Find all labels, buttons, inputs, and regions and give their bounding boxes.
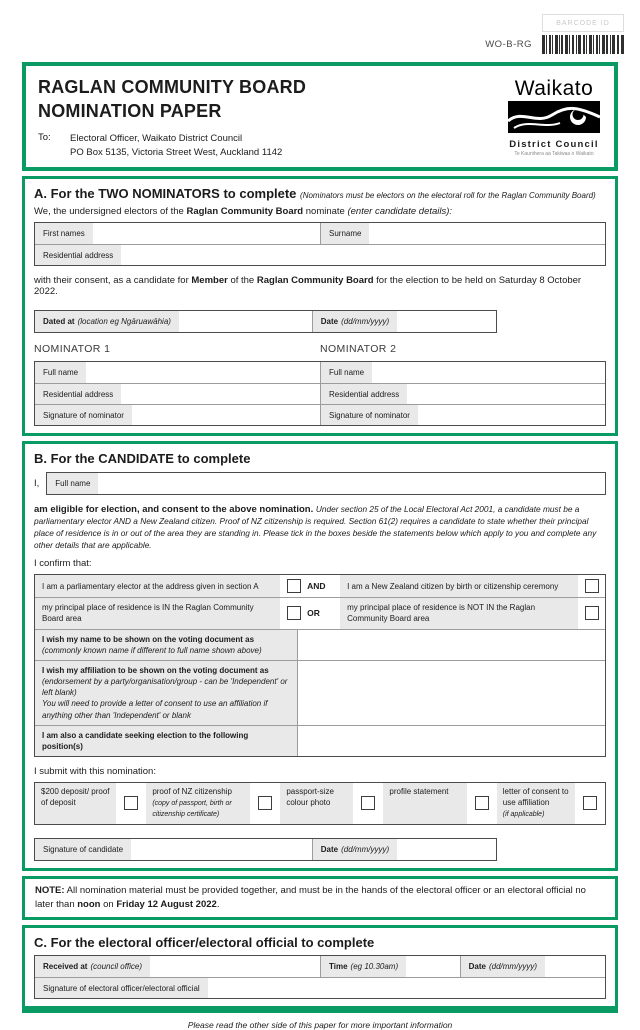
official-signature-label: Signature of electoral officer/electoral official (35, 978, 208, 998)
section-a-consent: with their consent, as a candidate for Member of the Raglan Community Board for the election to be held on Saturday 8 October 2022. (34, 275, 582, 298)
section-a-heading: A. For the TWO NOMINATORS to complete (Nominators must be electors on the electoral roll for the Raglan Community Board) (34, 186, 596, 202)
nominator1-heading: NOMINATOR 1 (34, 343, 111, 356)
received-time-label: Time (eg 10.30am) (321, 956, 406, 977)
logo-wordmark: Waikato (514, 77, 594, 100)
top-strip (22, 0, 618, 62)
received-date-label: Date (dd/mm/yyyy) (461, 956, 545, 977)
voting-name-label: I wish my name to be shown on the voting document as (commonly known name if different to full name shown above) (35, 630, 297, 660)
other-positions-input[interactable] (297, 726, 605, 756)
candidate-full-name-label: Full name (47, 473, 98, 494)
form-code: WO-B-RG (485, 39, 532, 50)
confirm-table (34, 574, 606, 757)
addressee-line1: Electoral Officer, Waikato District Council (70, 132, 243, 144)
dated-at-label: Dated at (location eg Ngāruawāhia) (35, 311, 179, 332)
nominator1-address-input[interactable] (121, 384, 320, 404)
received-time-input[interactable] (406, 956, 460, 977)
section-b-heading: B. For the CANDIDATE to complete (34, 451, 251, 467)
nominator1-signature-input[interactable] (132, 405, 320, 425)
barcode-id-box: BARCODE ID (542, 14, 624, 32)
citizenship-proof-label: proof of NZ citizenship (copy of passport, birth or citizenship certificate) (146, 783, 250, 823)
photo-label: passport-size colour photo (280, 783, 353, 823)
barcode-image (542, 35, 624, 54)
surname-label: Surname (321, 223, 369, 244)
addressee: To: Electoral Officer, Waikato District Council PO Box 5135, Victoria Street West, Auckland 1142 (38, 132, 306, 161)
conjunction-or: OR (307, 598, 340, 628)
nominator2-full-name-input[interactable] (372, 362, 605, 383)
nominator2-heading: NOMINATOR 2 (320, 343, 397, 356)
nominator2-address-input[interactable] (407, 384, 605, 404)
nominators-table (34, 361, 606, 426)
conjunction-and: AND (307, 575, 340, 597)
nominator2-full-name-label: Full name (321, 362, 372, 383)
confirm-row2-right: my principal place of residence is NOT IN the Raglan Community Board area (340, 598, 578, 628)
dated-at-input[interactable] (179, 311, 312, 332)
first-names-input[interactable] (93, 223, 320, 244)
checkbox-photo[interactable] (361, 796, 375, 810)
surname-input[interactable] (369, 223, 605, 244)
nominator1-full-name-label: Full name (35, 362, 86, 383)
checkbox-deposit[interactable] (124, 796, 138, 810)
section-c-heading: C. For the electoral officer/electoral official to complete (34, 935, 375, 951)
page-title: RAGLAN COMMUNITY BOARD NOMINATION PAPER (38, 77, 307, 122)
received-at-label: Received at (council office) (35, 956, 150, 977)
official-table (34, 955, 606, 999)
deposit-label: $200 deposit/ proof of deposit (35, 783, 116, 823)
section-a (22, 176, 618, 436)
profile-statement-label: profile statement (383, 783, 466, 823)
section-b (22, 441, 618, 871)
confirm-row1-right: I am a New Zealand citizen by birth or citizenship ceremony (340, 575, 578, 597)
candidate-signature-table (34, 838, 497, 861)
nominator1-full-name-input[interactable] (86, 362, 320, 383)
i-label: I, (34, 478, 40, 490)
received-at-input[interactable] (150, 956, 320, 977)
candidate-signature-label: Signature of candidate (35, 839, 131, 860)
section-c (22, 925, 618, 1013)
submit-intro: I submit with this nomination: (34, 766, 156, 778)
header-left (38, 75, 306, 160)
candidate-date-label: Date (dd/mm/yyyy) (313, 839, 397, 860)
eligibility-paragraph: am eligible for election, and consent to the above nomination. Under section 25 of the Local Electoral Act 2001, a candidate must be a parliamentary elector AND a New Zealand citizen. Proof of NZ citizenship is required. Section 61(2) requires a candidate to state whether their principal place of residence is in or out of the area they are standing in. Please tick in the boxes beside the statements below which apply to you and complete any other details that are applicable. (34, 504, 597, 551)
received-date-input[interactable] (545, 956, 605, 977)
logo-tagline: Te Kaunihera aa Takiwaa o Waikato (514, 151, 594, 157)
logo-koru-icon (508, 101, 600, 133)
nominator1-address-label: Residential address (35, 384, 121, 404)
nominator2-signature-label: Signature of nominator (321, 405, 418, 425)
submit-table (34, 782, 606, 824)
checkbox-citizenship-proof[interactable] (258, 796, 272, 810)
nominator-headings (34, 343, 606, 355)
first-names-label: First names (35, 223, 93, 244)
checkbox-consent-letter[interactable] (583, 796, 597, 810)
section-a-intro: We, the undersigned electors of the Raglan Community Board nominate (enter candidate details): (34, 206, 453, 218)
confirm-intro: I confirm that: (34, 558, 92, 570)
official-signature-input[interactable] (208, 978, 605, 998)
other-positions-label: I am also a candidate seeking election to the following position(s) (35, 726, 297, 756)
checkbox-parliamentary-elector[interactable] (287, 579, 301, 593)
affiliation-input[interactable] (297, 661, 605, 725)
confirm-row1-left: I am a parliamentary elector at the address given in section A (35, 575, 280, 597)
affiliation-label: I wish my affiliation to be shown on the voting document as (endorsement by a party/organisation/group - can be 'Independent' or left blank) You will need to provide a letter of consent to use an affiliation if anything other than 'Independent' or blank (35, 661, 297, 725)
nominator1-signature-label: Signature of nominator (35, 405, 132, 425)
dated-date-input[interactable] (397, 311, 496, 332)
candidate-signature-input[interactable] (131, 839, 312, 860)
checkbox-residence-in-area[interactable] (287, 606, 301, 620)
council-logo (506, 77, 602, 160)
nominator2-signature-input[interactable] (418, 405, 605, 425)
logo-subtitle: District Council (509, 139, 599, 150)
dated-date-label: Date (dd/mm/yyyy) (313, 311, 397, 332)
candidate-full-name-input[interactable] (98, 473, 605, 494)
residential-address-label: Residential address (35, 245, 121, 265)
candidate-date-input[interactable] (397, 839, 496, 860)
confirm-row2-left: my principal place of residence is IN the Raglan Community Board area (35, 598, 280, 628)
residential-address-input[interactable] (121, 245, 605, 265)
addressee-line2: PO Box 5135, Victoria Street West, Auckland 1142 (70, 146, 283, 158)
checkbox-residence-not-in-area[interactable] (585, 606, 599, 620)
footer-note: Please read the other side of this paper for more important information (187, 1020, 453, 1030)
voting-name-input[interactable] (297, 630, 605, 660)
barcode-block (485, 12, 624, 54)
nominator2-address-label: Residential address (321, 384, 407, 404)
note-box: NOTE: All nomination material must be provided together, and must be in the hands of the electoral officer or an electoral official no later than noon on Friday 12 August 2022. (22, 876, 618, 921)
checkbox-profile-statement[interactable] (475, 796, 489, 810)
candidate-name-table (34, 222, 606, 266)
dated-at-table (34, 310, 497, 333)
consent-letter-label: letter of consent to use affiliation (if applicable) (497, 783, 575, 823)
header-box (22, 62, 618, 171)
checkbox-nz-citizen[interactable] (585, 579, 599, 593)
candidate-fullname-row (34, 472, 606, 495)
